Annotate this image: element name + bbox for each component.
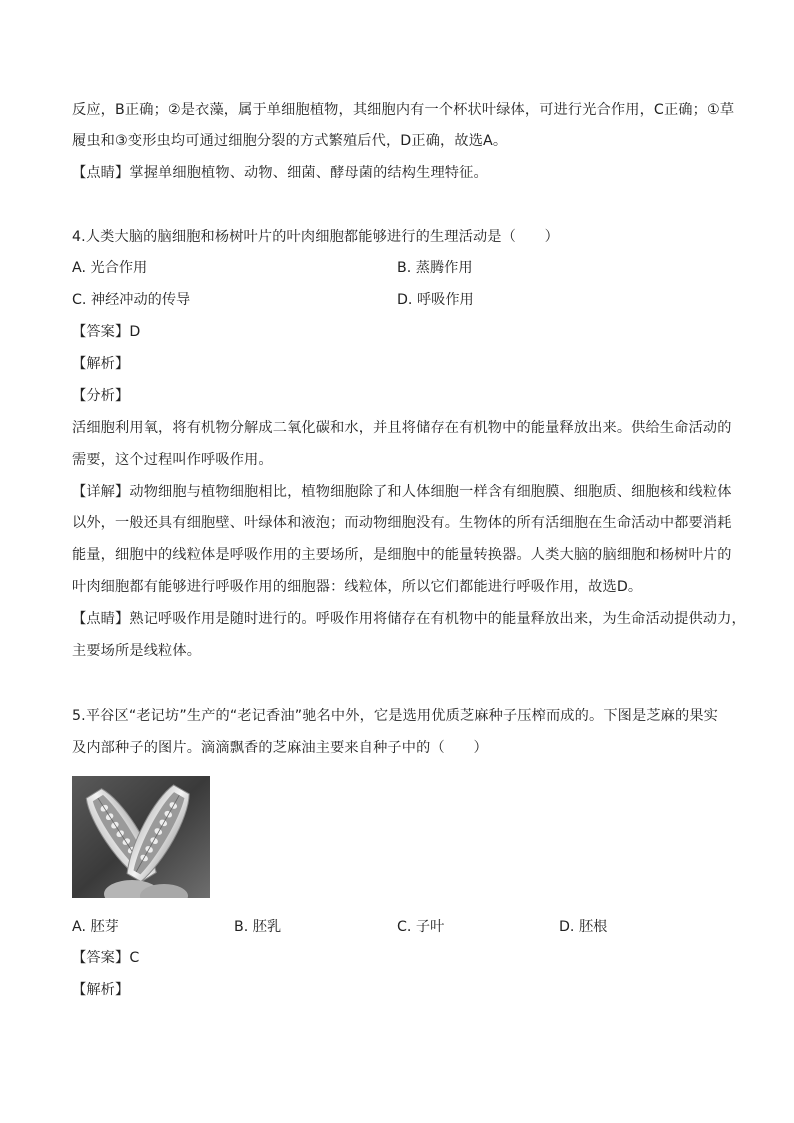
q4-answer: 【答案】D bbox=[72, 324, 141, 340]
q4-detail-line-1: 【详解】动物细胞与植物细胞相比，植物细胞除了和人体细胞一样含有细胞膜、细胞质、细胞核和线粒体 bbox=[72, 484, 732, 500]
prev-answer-line-2: 履虫和③变形虫均可通过细胞分裂的方式繁殖后代，D正确，故选A。 bbox=[72, 133, 508, 149]
q4-stem: 4.人类大脑的脑细胞和杨树叶片的叶肉细胞都能够进行的生理活动是（ ） bbox=[72, 229, 559, 245]
q4-option-a: A. 光合作用 bbox=[72, 260, 148, 276]
q5-stem-line-1: 5.平谷区“老记坊”生产的“老记香油”驰名中外，它是选用优质芝麻种子压榨而成的。下图是芝麻的果实 bbox=[72, 708, 719, 724]
q5-option-c: C. 子叶 bbox=[397, 919, 445, 935]
q4-jiexi-heading: 【解析】 bbox=[72, 356, 130, 372]
q4-detail-line-4: 叶肉细胞都有能够进行呼吸作用的细胞器：线粒体，所以它们都能进行呼吸作用，故选D。 bbox=[72, 579, 643, 595]
prev-answer-line-1: 反应，B正确；②是衣藻，属于单细胞植物，其细胞内有一个杯状叶绿体，可进行光合作用，C正确；①草 bbox=[72, 102, 735, 118]
sesame-fruit-photo bbox=[72, 776, 210, 898]
q5-option-b: B. 胚乳 bbox=[234, 919, 282, 935]
q5-answer: 【答案】C bbox=[72, 950, 140, 966]
q5-option-a: A. 胚芽 bbox=[72, 919, 119, 935]
q4-analysis-line-2: 需要，这个过程叫作呼吸作用。 bbox=[72, 452, 273, 468]
prev-comment: 【点睛】掌握单细胞植物、动物、细菌、酵母菌的结构生理特征。 bbox=[72, 165, 488, 181]
q4-detail-line-3: 能量，细胞中的线粒体是呼吸作用的主要场所，是细胞中的能量转换器。人类大脑的脑细胞和杨树叶片的 bbox=[72, 547, 732, 563]
q4-detail-line-2: 以外，一般还具有细胞壁、叶绿体和液泡；而动物细胞没有。生物体的所有活细胞在生命活动中都要消耗 bbox=[72, 515, 732, 531]
q5-stem-line-2: 及内部种子的图片。滴滴飘香的芝麻油主要来自种子中的（ ） bbox=[72, 740, 488, 756]
q4-option-b: B. 蒸腾作用 bbox=[397, 260, 473, 276]
q4-fenxi-heading: 【分析】 bbox=[72, 388, 130, 404]
q4-comment-line-2: 主要场所是线粒体。 bbox=[72, 643, 202, 659]
q5-option-d: D. 胚根 bbox=[559, 919, 608, 935]
q4-option-d: D. 呼吸作用 bbox=[397, 292, 474, 308]
q4-option-c: C. 神经冲动的传导 bbox=[72, 292, 191, 308]
q5-jiexi-heading: 【解析】 bbox=[72, 982, 130, 998]
q4-analysis-line-1: 活细胞利用氧，将有机物分解成二氧化碳和水，并且将储存在有机物中的能量释放出来。供给生命活动的 bbox=[72, 420, 732, 436]
q4-comment-line-1: 【点睛】熟记呼吸作用是随时进行的。呼吸作用将储存在有机物中的能量释放出来，为生命活动提供动力， bbox=[72, 611, 746, 627]
